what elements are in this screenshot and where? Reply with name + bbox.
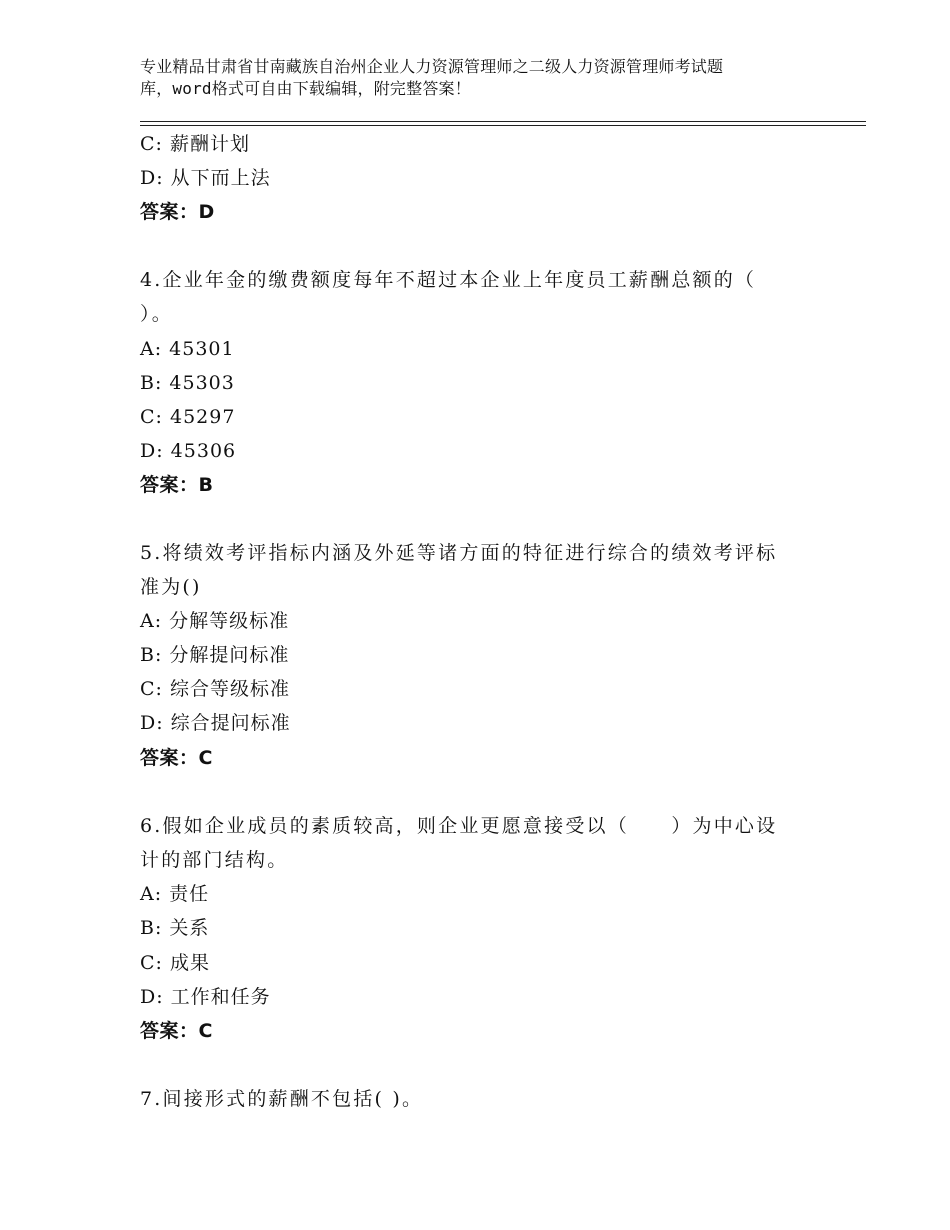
q5-option-a: A: 分解等级标准	[140, 610, 290, 632]
q4-option-a: A: 45301	[140, 338, 235, 360]
header-divider-top	[140, 121, 866, 122]
page-header	[140, 56, 840, 100]
q6-option-a: A: 责任	[140, 883, 210, 905]
q4-option-d: D: 45306	[140, 440, 237, 462]
q5-stem-line-2: 准为()	[140, 576, 202, 598]
header-title-line-1: 专业精品甘肃省甘南藏族自治州企业人力资源管理师之二级人力资源管理师考试题	[140, 57, 724, 76]
q5-option-b: B: 分解提问标准	[140, 644, 290, 666]
q4-stem-line-2: ）。	[140, 303, 173, 325]
q7-stem-line-1: 7.间接形式的薪酬不包括( )。	[140, 1088, 424, 1110]
q5-option-d: D: 综合提问标准	[140, 712, 291, 734]
q4-option-c: C: 45297	[140, 406, 236, 428]
q6-stem-line-1: 6.假如企业成员的素质较高，则企业更愿意接受以（ ）为中心设	[140, 815, 778, 837]
header-title-line-2: 库，word格式可自由下载编辑，附完整答案！	[140, 79, 471, 98]
q4-option-b: B: 45303	[140, 372, 235, 394]
q5-option-c: C: 综合等级标准	[140, 678, 290, 700]
q3-answer: 答案：D	[140, 201, 215, 223]
q4-stem-line-1: 4.企业年金的缴费额度每年不超过本企业上年度员工薪酬总额的（	[140, 269, 757, 291]
q6-option-b: B: 关系	[140, 917, 210, 939]
q5-stem-line-1: 5.将绩效考评指标内涵及外延等诸方面的特征进行综合的绩效考评标	[140, 542, 778, 564]
q3-option-c: C: 薪酬计划	[140, 133, 250, 155]
q5-answer: 答案：C	[140, 747, 213, 769]
q6-stem-line-2: 计的部门结构。	[140, 849, 289, 871]
q4-answer: 答案：B	[140, 474, 214, 496]
q6-option-c: C: 成果	[140, 952, 210, 974]
q6-answer: 答案：C	[140, 1020, 213, 1042]
header-divider-bottom	[140, 125, 866, 126]
q3-option-d: D: 从下而上法	[140, 167, 271, 189]
q6-option-d: D: 工作和任务	[140, 986, 271, 1008]
